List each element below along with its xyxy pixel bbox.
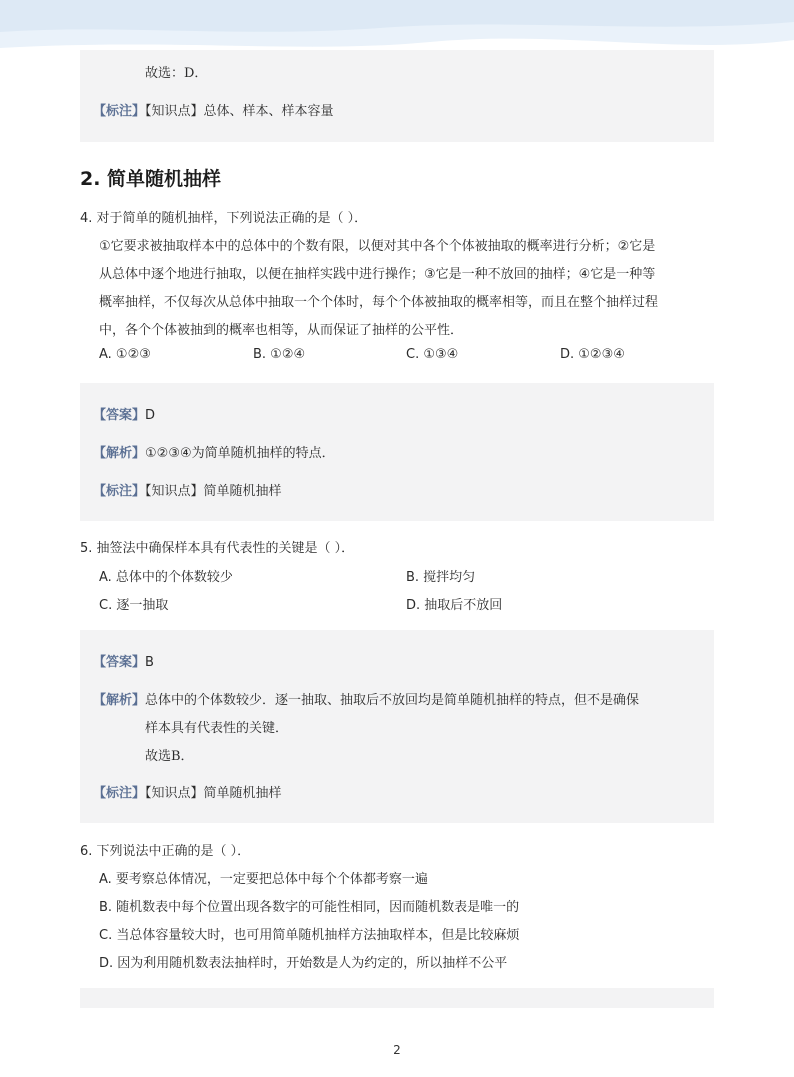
answer-value: B (145, 655, 154, 670)
q4-note (93, 480, 282, 499)
q4-analysis (93, 442, 335, 461)
q5-stem: 5. 抽签法中确保样本具有代表性的关键是（ ）． (80, 541, 355, 556)
analysis-tag: 【解析】 (93, 446, 146, 461)
q4-body-line: 概率抽样，不仅每次从总体中抽取一个个体时，每个个体被抽取的概率相等，而且在整个抽样过程 (99, 295, 659, 310)
note-tag: 【标注】 (93, 104, 146, 119)
analysis-text: 总体中的个体数较少．逐一抽取、抽取后不放回均是简单随机抽样的特点，但不是确保 (145, 693, 640, 708)
q5-option-a[interactable]: A. 总体中的个体数较少 (99, 570, 233, 585)
section-title: 2. 简单随机抽样 (80, 168, 222, 190)
q5-note (93, 782, 282, 801)
q4-stem: 4. 对于简单的随机抽样，下列说法正确的是（ ）． (80, 211, 368, 226)
q4-option-a[interactable]: A. ①②③ (99, 347, 151, 362)
answer-value: D (145, 408, 156, 423)
q4-option-c[interactable]: C. ①③④ (406, 347, 459, 362)
analysis-text: ①②③④为简单随机抽样的特点． (145, 446, 335, 461)
q6-option-b[interactable]: B. 随机数表中每个位置出现各数字的可能性相同，因而随机数表是唯一的 (99, 900, 520, 915)
q6-option-a[interactable]: A. 要考察总体情况，一定要把总体中每个个体都考察一遍 (99, 872, 428, 887)
q5-option-c[interactable]: C. 逐一抽取 (99, 598, 169, 613)
q5-analysis-line: 故选B． (145, 749, 194, 764)
q5-answer (93, 651, 154, 670)
note-tag: 【标注】 (93, 786, 146, 801)
q5-analysis-line: 样本具有代表性的关键． (145, 721, 289, 736)
analysis-tag: 【解析】 (93, 693, 146, 708)
q6-answer-box (80, 988, 714, 1008)
q4-option-b[interactable]: B. ①②④ (253, 347, 306, 362)
q5-option-b[interactable]: B. 搅拌均匀 (406, 570, 476, 585)
answer-tag: 【答案】 (93, 655, 146, 670)
answer-tag: 【答案】 (93, 408, 146, 423)
note-tag: 【标注】 (93, 484, 146, 499)
q4-answer (93, 404, 155, 423)
q6-stem: 6. 下列说法中正确的是（ ）． (80, 844, 251, 859)
note-text: 【知识点】总体、样本、样本容量 (145, 104, 334, 119)
note-text: 【知识点】简单随机抽样 (145, 484, 282, 499)
q5-option-d[interactable]: D. 抽取后不放回 (406, 598, 503, 613)
prev-note (93, 100, 334, 119)
q4-body-line: 从总体中逐个地进行抽取，以便在抽样实践中进行操作；③它是一种不放回的抽样；④它是一种等 (99, 267, 656, 282)
q5-analysis (93, 689, 639, 708)
q4-body-line: ①它要求被抽取样本中的总体中的个数有限，以便对其中各个个体被抽取的概率进行分析；②它是 (99, 239, 656, 254)
q4-body-line: 中，各个个体被抽到的概率也相等，从而保证了抽样的公平性． (99, 323, 464, 338)
page-number: 2 (393, 1043, 401, 1057)
note-text: 【知识点】简单随机抽样 (145, 786, 282, 801)
q4-option-d[interactable]: D. ①②③④ (560, 347, 625, 362)
prev-conclusion: 故选：D． (145, 66, 208, 81)
q6-option-d[interactable]: D. 因为利用随机数表法抽样时，开始数是人为约定的，所以抽样不公平 (99, 956, 508, 971)
q6-option-c[interactable]: C. 当总体容量较大时，也可用简单随机抽样方法抽取样本，但是比较麻烦 (99, 928, 520, 943)
